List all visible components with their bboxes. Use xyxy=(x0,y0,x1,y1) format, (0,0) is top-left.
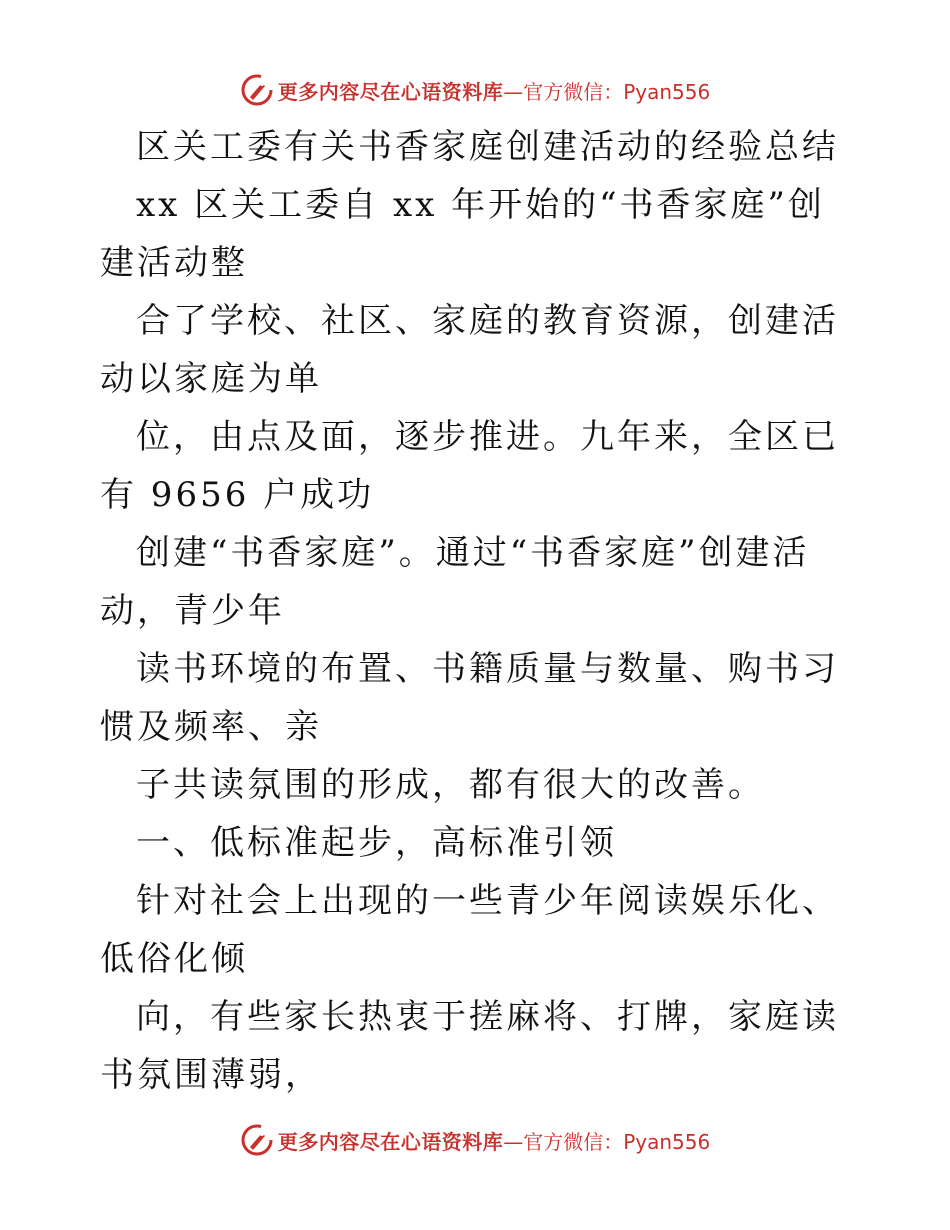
pen-nib-logo-icon xyxy=(240,1123,274,1157)
paragraph: 针对社会上出现的一些青少年阅读娱乐化、低俗化倾 xyxy=(100,881,839,979)
section-heading: 一、低标准起步，高标准引领 xyxy=(136,823,617,863)
footer-watermark xyxy=(0,1118,950,1162)
paragraph: 向，有些家长热衷于搓麻将、打牌，家庭读书氛围薄弱， xyxy=(100,997,839,1095)
watermark-main-text: 更多内容尽在心语资料库 xyxy=(277,79,504,104)
watermark-main-text: 更多内容尽在心语资料库 xyxy=(277,1129,504,1154)
document-body xyxy=(100,118,860,1104)
paragraph: 子共读氛围的形成，都有很大的改善。 xyxy=(136,765,765,805)
paragraph: xx 区关工委自 xx 年开始的“书香家庭”创建活动整 xyxy=(100,185,825,283)
watermark-sub-text: —官方微信：Pyan556 xyxy=(503,79,711,104)
watermark-sub-text: —官方微信：Pyan556 xyxy=(503,1129,711,1154)
pen-nib-logo-icon xyxy=(240,73,274,107)
paragraph: 创建“书香家庭”。通过“书香家庭”创建活动，青少年 xyxy=(100,533,810,631)
paragraph: 读书环境的布置、书籍质量与数量、购书习惯及频率、亲 xyxy=(100,649,839,747)
document-title: 区关工委有关书香家庭创建活动的经验总结 xyxy=(136,127,839,167)
header-watermark xyxy=(0,68,950,112)
paragraph: 合了学校、社区、家庭的教育资源，创建活动以家庭为单 xyxy=(100,301,839,399)
paragraph: 位，由点及面，逐步推进。九年来，全区已有 9656 户成功 xyxy=(100,417,839,515)
